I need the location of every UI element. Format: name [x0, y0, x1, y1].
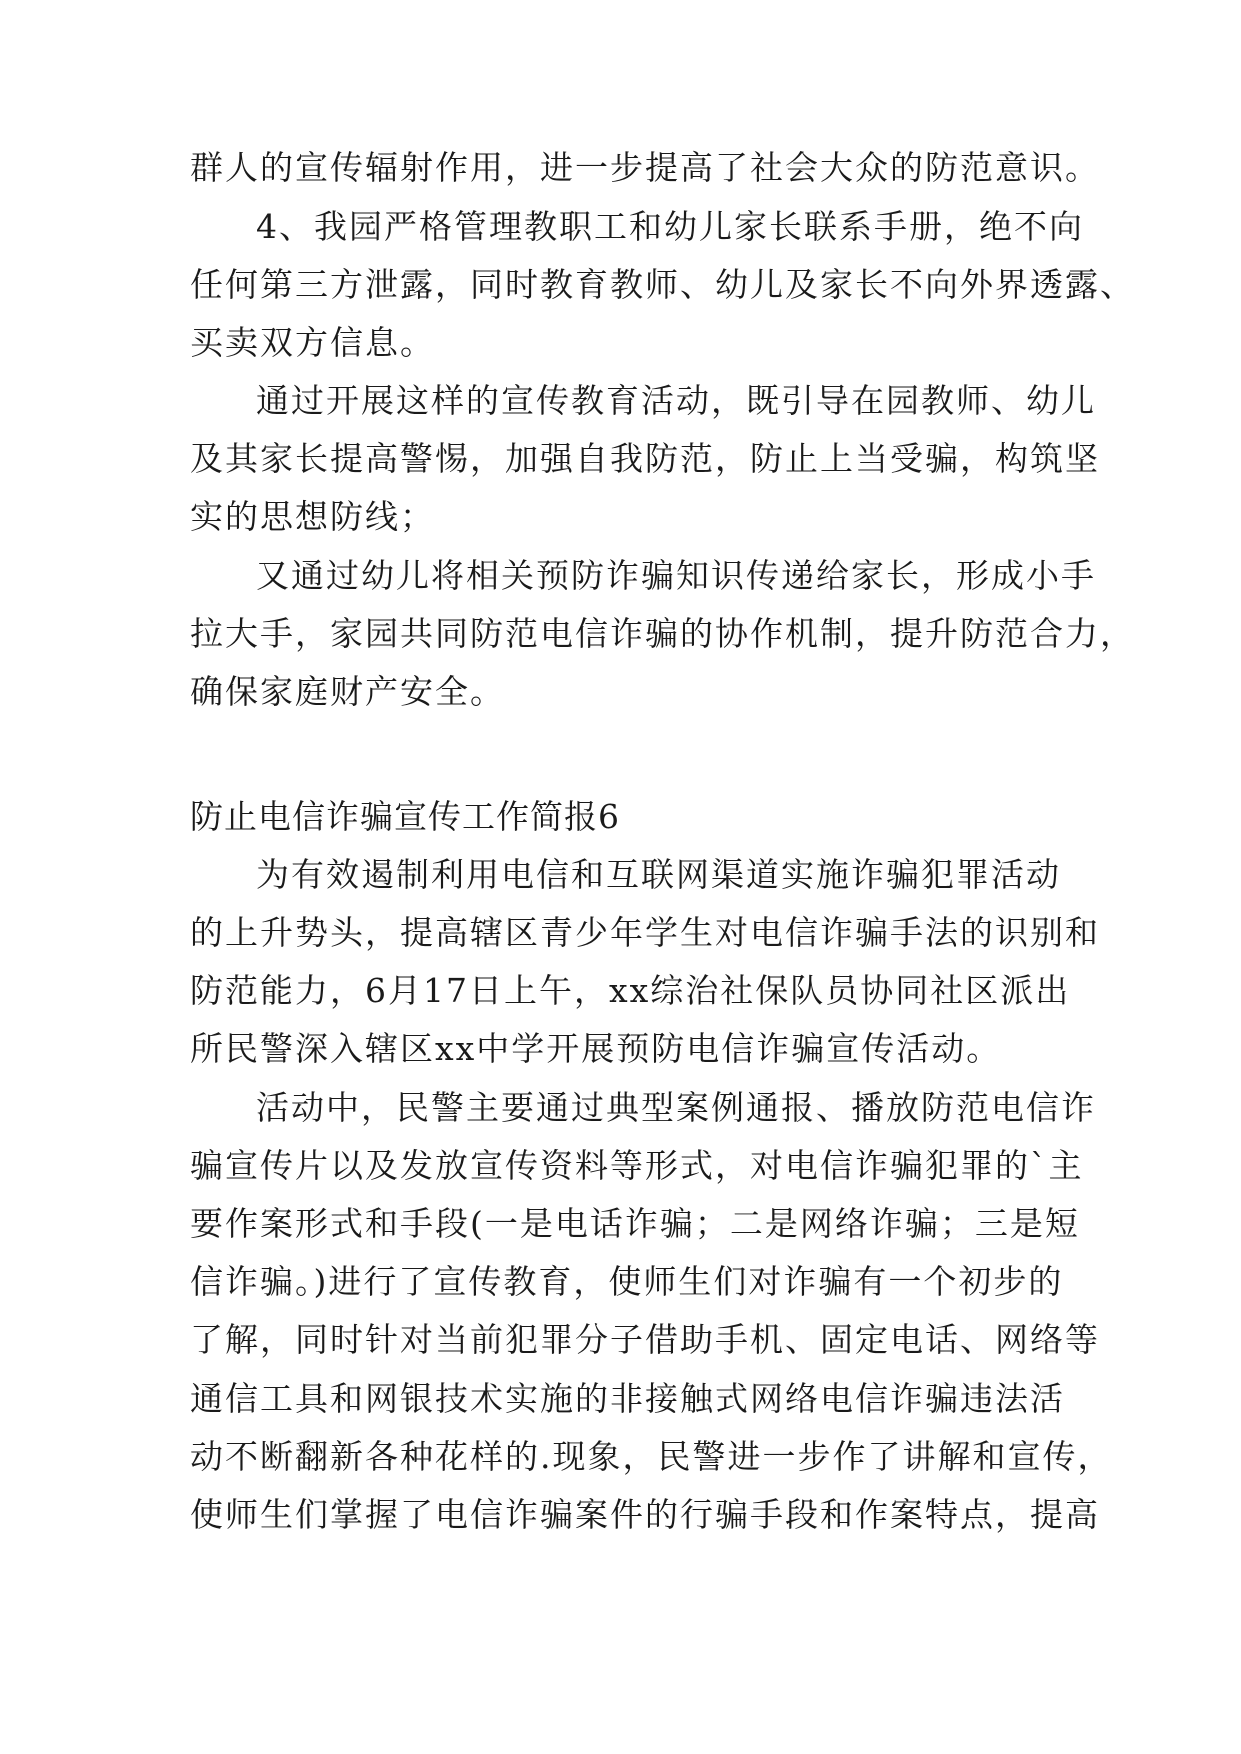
text-line: 确保家庭财产安全。 [190, 672, 505, 711]
text-line: 了解，同时针对当前犯罪分子借助手机、固定电话、网络等 [190, 1320, 1100, 1359]
text-line: 实的思想防线； [190, 497, 435, 536]
text-line: 又通过幼儿将相关预防诈骗知识传递给家长，形成小手 [256, 556, 1096, 595]
text-line: 所民警深入辖区xx中学开展预防电信诈骗宣传活动。 [190, 1029, 1002, 1068]
text-line: 要作案形式和手段(一是电话诈骗；二是网络诈骗；三是短 [190, 1204, 1080, 1243]
text-line: 及其家长提高警惕，加强自我防范，防止上当受骗，构筑坚 [190, 439, 1100, 478]
text-line: 群人的宣传辐射作用，进一步提高了社会大众的防范意识。 [190, 148, 1100, 187]
text-line: 动不断翻新各种花样的.现象，民警进一步作了讲解和宣传， [190, 1437, 1113, 1476]
text-line: 信诈骗。)进行了宣传教育，使师生们对诈骗有一个初步的 [190, 1262, 1064, 1301]
text-line: 活动中，民警主要通过典型案例通报、播放防范电信诈 [256, 1088, 1096, 1127]
text-line: 通信工具和网银技术实施的非接触式网络电信诈骗违法活 [190, 1379, 1065, 1418]
text-line: 拉大手，家园共同防范电信诈骗的协作机制，提升防范合力， [190, 614, 1135, 653]
section-heading: 防止电信诈骗宣传工作简报6 [190, 797, 620, 836]
text-line: 买卖双方信息。 [190, 323, 435, 362]
text-line: 为有效遏制利用电信和互联网渠道实施诈骗犯罪活动 [256, 855, 1061, 894]
text-line: 任何第三方泄露，同时教育教师、幼儿及家长不向外界透露、 [190, 265, 1135, 304]
text-line: 的上升势头，提高辖区青少年学生对电信诈骗手法的识别和 [190, 913, 1100, 952]
text-line: 通过开展这样的宣传教育活动，既引导在园教师、幼儿 [256, 381, 1096, 420]
text-line: 骗宣传片以及发放宣传资料等形式，对电信诈骗犯罪的`主 [190, 1146, 1084, 1185]
text-line: 4、我园严格管理教职工和幼儿家长联系手册，绝不向 [256, 207, 1084, 246]
text-line: 防范能力，6月17日上午，xx综治社保队员协同社区派出 [190, 971, 1071, 1010]
text-line: 使师生们掌握了电信诈骗案件的行骗手段和作案特点，提高 [190, 1495, 1100, 1534]
